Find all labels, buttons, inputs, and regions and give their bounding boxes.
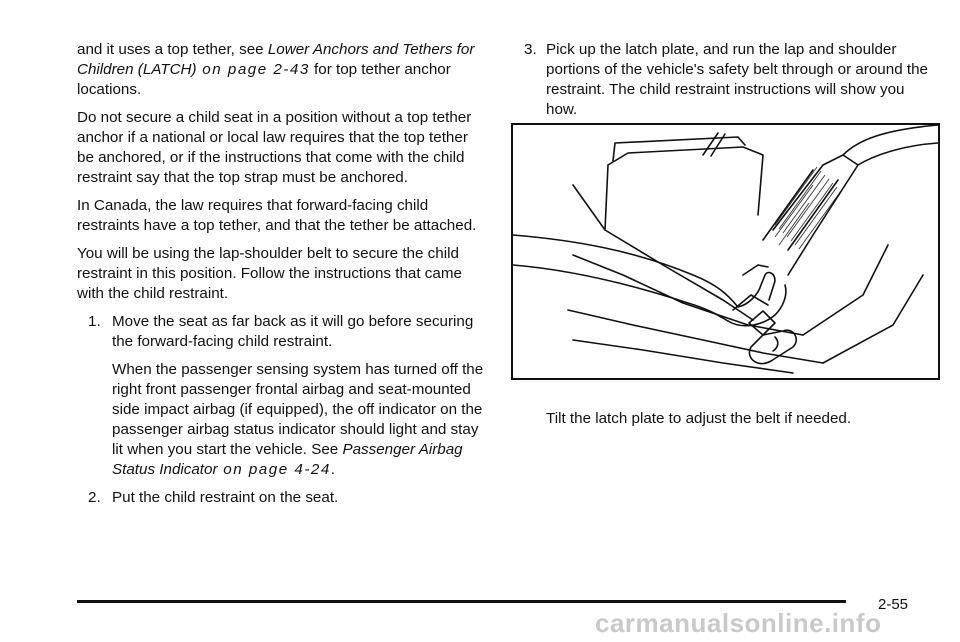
- step-number: 2.: [88, 489, 101, 506]
- figure-caption: Tilt the latch plate to adjust the belt if needed.: [546, 410, 852, 427]
- footer-rule: [77, 600, 846, 603]
- latch-link[interactable]: Lower Anchors and Tethers for Children (LATCH): [77, 41, 475, 78]
- step-number: 1.: [88, 313, 101, 330]
- latch-plate-illustration: [511, 123, 940, 380]
- step-3: [519, 40, 939, 120]
- step-number: 3.: [524, 41, 537, 58]
- paragraph-lap-shoulder: You will be using the lap-shoulder belt to secure the child restraint in this position. Follow the instructions that came with the child restraint.: [77, 245, 462, 302]
- latch-page-ref[interactable]: on page 2‑43: [196, 61, 310, 78]
- page-number: 2-55: [878, 596, 909, 613]
- airbag-indicator-link[interactable]: Passenger Airbag Status Indicator: [112, 441, 463, 478]
- step-text: Put the child restraint on the seat.: [112, 489, 339, 506]
- step-1-note: When the passenger sensing system has turned off the right front passenger frontal airbag and seat-mounted side impact airbag (if equipped), the off indicator on the passenger airbag status indicator should light and stay lit when you start the vehicle. See Passenger Airbag Status Indicator on page 4‑24.: [112, 361, 484, 478]
- step-1: [77, 312, 487, 352]
- paragraph-canada: In Canada, the law requires that forward-facing child restraints have a top tether, and that the tether be attached.: [77, 197, 477, 234]
- watermark: carmanualsonline.info: [595, 608, 882, 638]
- step-2: [77, 488, 487, 508]
- left-column: [77, 40, 487, 516]
- seat-belt-drawing: [513, 125, 938, 378]
- right-column: [519, 40, 939, 128]
- step-text: Pick up the latch plate, and run the lap and shoulder portions of the vehicle's safety belt through or around the restraint. The child restraint instructions will show you how.: [546, 41, 928, 118]
- airbag-page-ref[interactable]: on page 4‑24: [217, 461, 331, 478]
- paragraph-tether-intro: and it uses a top tether, see Lower Anchors and Tethers for Children (LATCH) on page 2‑43 for top tether anchor locations.: [77, 41, 475, 98]
- step-text: Move the seat as far back as it will go before securing the forward-facing child restraint.: [112, 313, 474, 350]
- paragraph-tether-law: Do not secure a child seat in a position without a top tether anchor if a national or local law requires that the top tether be anchored, or if the instructions that come with the child restraint say that the top strap must be anchored.: [77, 109, 472, 186]
